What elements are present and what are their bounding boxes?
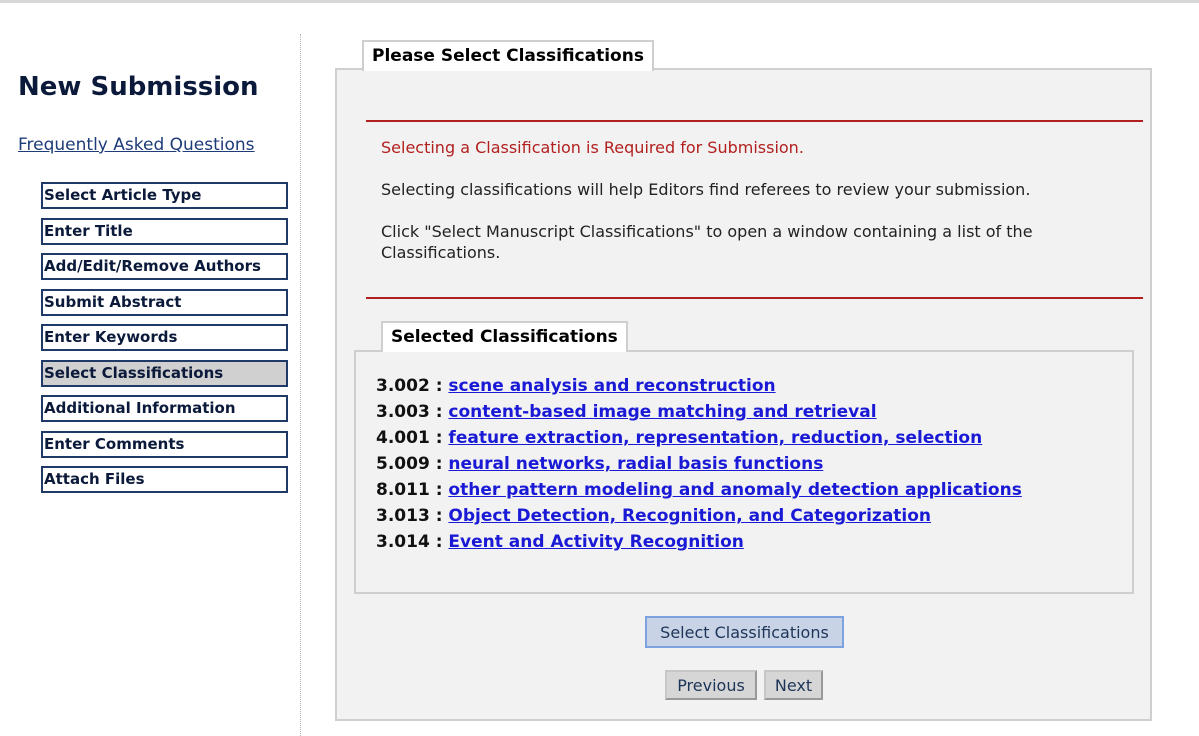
classification-link[interactable]: feature extraction, representation, reduction, selection: [448, 428, 983, 448]
step-enter-comments[interactable]: Enter Comments: [41, 431, 288, 458]
step-add-edit-remove-authors[interactable]: Add/Edit/Remove Authors: [41, 253, 288, 280]
classification-item: [376, 480, 1022, 506]
classification-item: [376, 506, 1022, 532]
step-enter-keywords[interactable]: Enter Keywords: [41, 324, 288, 351]
classification-item: [376, 428, 1022, 454]
classification-item: [376, 454, 1022, 480]
next-button[interactable]: Next: [764, 670, 823, 700]
classification-link[interactable]: Object Detection, Recognition, and Categorization: [448, 506, 932, 526]
top-rule: [366, 120, 1143, 122]
page-title: New Submission: [18, 72, 259, 102]
classification-code: 3.014 :: [376, 532, 443, 552]
selected-classifications-tab: Selected Classifications: [381, 321, 628, 352]
step-attach-files[interactable]: Attach Files: [41, 466, 288, 493]
step-additional-information[interactable]: Additional Information: [41, 395, 288, 422]
help-text: Selecting classifications will help Editors find referees to review your submission.: [381, 180, 1031, 199]
step-select-article-type[interactable]: Select Article Type: [41, 182, 288, 209]
section-title-tab: Please Select Classifications: [362, 40, 654, 71]
classification-item: [376, 402, 1022, 428]
classification-item: [376, 532, 1022, 558]
classification-code: 5.009 :: [376, 454, 443, 474]
select-classifications-button[interactable]: Select Classifications: [645, 616, 844, 648]
classification-item: [376, 376, 1022, 402]
step-enter-title[interactable]: Enter Title: [41, 218, 288, 245]
step-submit-abstract[interactable]: Submit Abstract: [41, 289, 288, 316]
classification-link[interactable]: scene analysis and reconstruction: [448, 376, 776, 396]
classification-code: 8.011 :: [376, 480, 443, 500]
faq-link[interactable]: Frequently Asked Questions: [18, 135, 255, 155]
classification-list: [376, 376, 1022, 558]
classification-code: 3.002 :: [376, 376, 443, 396]
required-notice: Selecting a Classification is Required for Submission.: [381, 138, 804, 157]
column-divider: [300, 34, 301, 736]
instruction-text: Click "Select Manuscript Classifications" to open a window containing a list of the Classifications.: [381, 222, 1033, 262]
classification-link[interactable]: content-based image matching and retrieval: [448, 402, 877, 422]
classification-code: 3.013 :: [376, 506, 443, 526]
top-border: [0, 0, 1199, 3]
submission-steps-nav: [41, 182, 288, 502]
classification-link[interactable]: neural networks, radial basis functions: [448, 454, 824, 474]
step-select-classifications[interactable]: Select Classifications: [41, 360, 288, 387]
classification-link[interactable]: Event and Activity Recognition: [448, 532, 744, 552]
classification-code: 3.003 :: [376, 402, 443, 422]
classification-link[interactable]: other pattern modeling and anomaly detection applications: [448, 480, 1022, 500]
classification-code: 4.001 :: [376, 428, 443, 448]
previous-button[interactable]: Previous: [665, 670, 757, 700]
bottom-rule: [366, 297, 1143, 299]
